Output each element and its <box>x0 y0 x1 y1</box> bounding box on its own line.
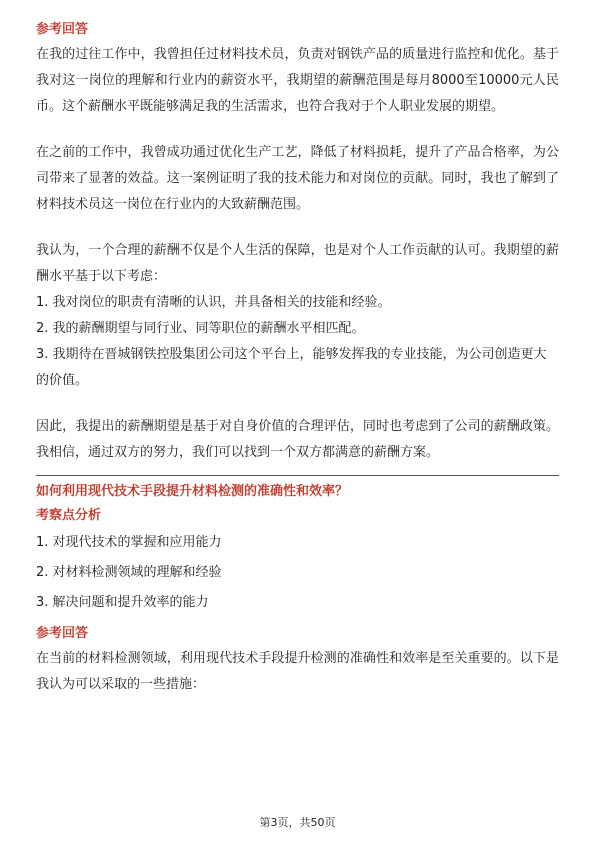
reference-answer-heading: 参考回答 <box>36 22 89 37</box>
list-item: 2. 我的薪酬期望与同行业、同等职位的薪酬水平相匹配。 <box>36 321 365 336</box>
answer-paragraph-4: 因此，我提出的薪酬期望是基于对自身价值的合理评估，同时也考虑到了公司的薪酬政策。我相信，通过双方的努力，我们可以找到一个双方都满意的薪酬方案。 <box>36 419 559 460</box>
question-title: 如何利用现代技术手段提升材料检测的准确性和效率？ <box>36 484 349 499</box>
page-number: 第3页，共50页 <box>259 816 336 829</box>
analysis-item: 3. 解决问题和提升效率的能力 <box>36 595 209 610</box>
answer-paragraph-5: 在当前的材料检测领域，利用现代技术手段提升检测的准确性和效率是至关重要的。以下是我认为可以采取的一些措施： <box>36 651 559 692</box>
answer-paragraph-1: 在我的过往工作中，我曾担任过材料技术员，负责对钢铁产品的质量进行监控和优化。基于我对这一岗位的理解和行业内的薪资水平，我期望的薪酬范围是每月8000至10000元人民币。这个薪酬水平既能够满足我的生活需求，也符合我对于个人职业发展的期望。 <box>36 47 559 114</box>
analysis-heading: 考察点分析 <box>36 508 102 523</box>
list-item: 1. 我对岗位的职责有清晰的认识，并具备相关的技能和经验。 <box>36 295 391 310</box>
section-divider <box>36 475 559 476</box>
analysis-item: 1. 对现代技术的掌握和应用能力 <box>36 535 222 550</box>
reference-answer-heading: 参考回答 <box>36 626 89 641</box>
paragraph-gap <box>36 218 559 238</box>
list-item: 3. 我期待在晋城钢铁控股集团公司这个平台上，能够发挥我的专业技能，为公司创造更大的价值。 <box>36 347 547 388</box>
answer-paragraph-3: 我认为，一个合理的薪酬不仅是个人生活的保障，也是对个人工作贡献的认可。我期望的薪酬水平基于以下考虑： <box>36 243 559 284</box>
paragraph-gap <box>36 394 559 414</box>
analysis-item: 2. 对材料检测领域的理解和经验 <box>36 565 222 580</box>
paragraph-gap <box>36 120 559 140</box>
document-page <box>36 20 559 698</box>
answer-paragraph-2: 在之前的工作中，我曾成功通过优化生产工艺，降低了材料损耗，提升了产品合格率，为公司带来了显著的效益。这一案例证明了我的技术能力和对岗位的贡献。同时，我也了解到了材料技术员这一岗位在行业内的大致薪酬范围。 <box>36 145 559 212</box>
